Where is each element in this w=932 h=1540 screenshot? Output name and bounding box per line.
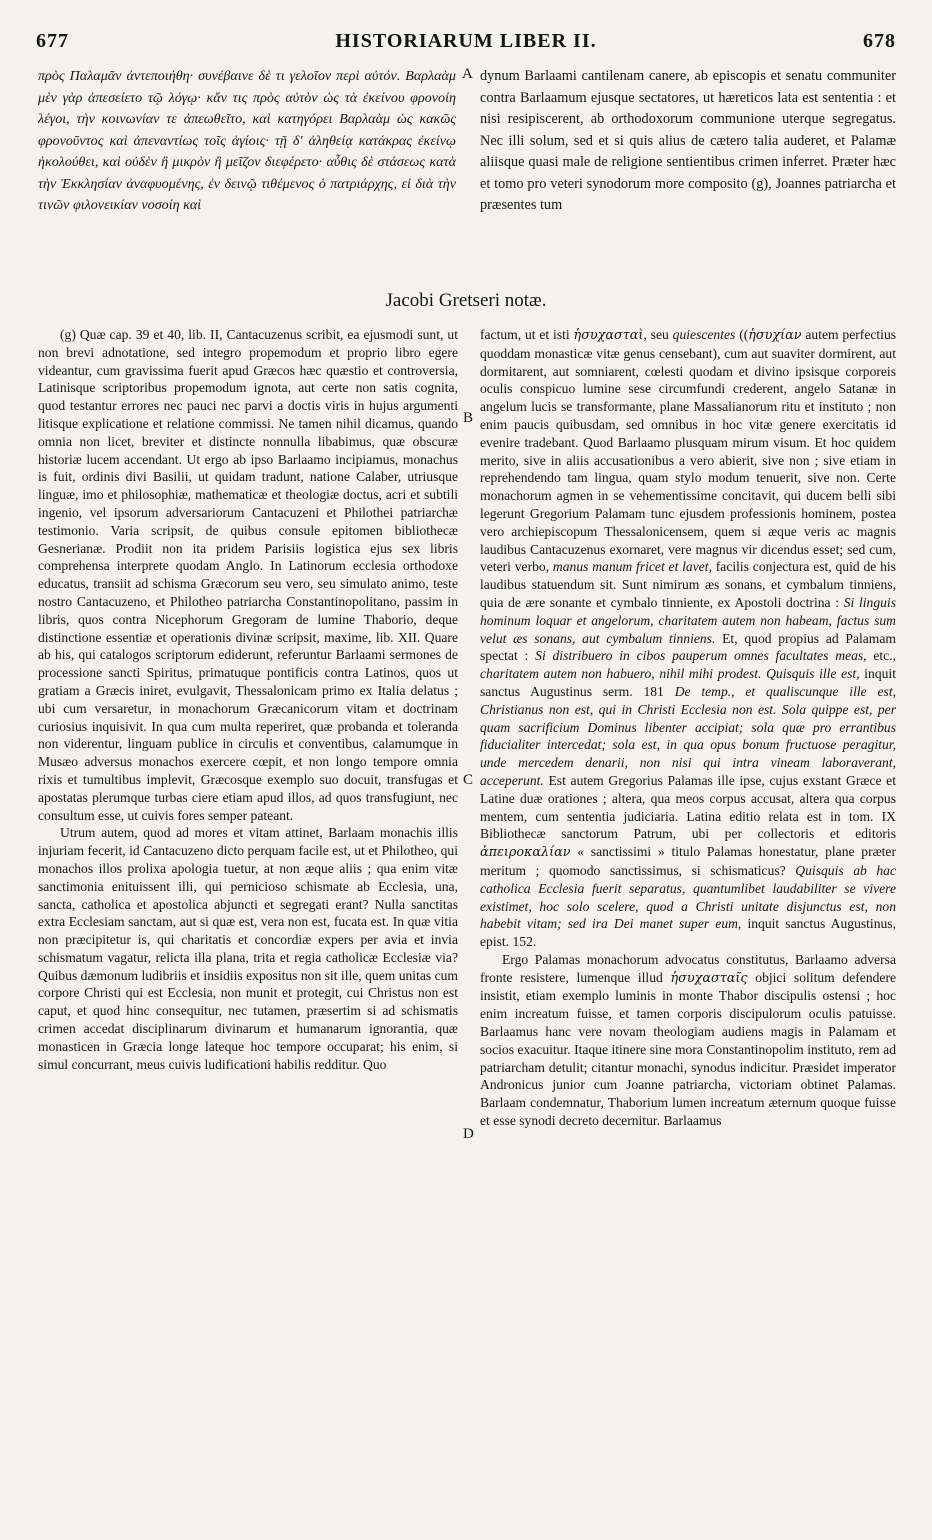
note-paragraph: (g) Quæ cap. 39 et 40, lib. II, Cantacuzenus scribit, ea ejusmodi sunt, ut non brevi adnotatione, sed integro propemodum et proprio libro egere videantur, cum gravissima fuerit apud Græcos hæc quæstio et controversia, Latinisque scriptoribus propemodum ignota, aut certe non satis cognita, quod testantur errores nec pauci nec parvi a doctis viris in hujus argumenti litisque explicatione et relatione commissi. Ne tamen nihil dicamus, quando omnia non licet, breviter et distincte nonnulla libabimus, quæ obscuræ historiæ lucem accendant. Ut ergo ab ipso Barlaamo incipiamus, monachus is fuit, ordinis divi Basilii, ut quidam tradunt, natione Calaber, utriusque linguæ, imo et philosophiæ, mathematicæ et theologiæ doctus, acri et subtili ingenio, vel ipsorum adversariorum Cantacuzeni et Philothei patriarchæ testimonio. Varia scripsit, de quibus consule epitomen bibliothecæ Gesnerianæ. Prodiit non ita pridem Parisiis logistica ejus sex libris comprehensa interprete quodam Anglo. In Latinorum ecclesia orthodoxe educatus, transiit ad schisma Græcorum seu vero, seu simulato animo, teste nostro Cantacuzeno, et Philotheo patriarcha Constantinopolitano, passim in libris, quos contra Nicephorum Gregoram de lumine Thaborio, deque distinctione essentiæ et operationis divinæ scripsit, maxime, lib. XII. Quare ab his, qui catalogos scriptorum ediderunt, referuntur Barlaami sermones de processione sancti Spiritus, primatuque pontificis contra Latinos, quos ut gratiam a Græcis iniret, evulgavit, Thessalonicam primo ex Italia delatus ; ubi cum versaretur, in monachorum Græcanicorum vitam et doctrinam curiosius inquisivit. In qua cum multa reperiret, quæ probanda et toleranda non viderentur, linguam publice in circulis et conventibus, calamumque in Musæo adversus monachos exercere cœpit, et non longo tempore omnia rixis et tumultibus implevit, Græcosque exemplo suo docuit, transfugas et apostatas plerumque turbas ciere etiam apud illos, ad quos transfugiunt, nec consultum esse, ut cuivis fores semper pateant. (38, 327, 458, 823)
note-paragraph: Utrum autem, quod ad mores et vitam attinet, Barlaam monachis illis injuriam fecerit, id Cantacuzeno dicto perquam facile est, ut et Philotheo, qui monachos illos prolixa apologia tuetur, at non æque aliis ; qua enim vitæ sanctimonia enituissent illi, qui pernicioso schismate ab Ecclesia, una, sancta, catholica et apostolica abjuncti et segregati erant? Nulla sanctitas extra Ecclesiam sanctam, aut si quæ est, vera non est, fucata est. In quæ vitia non præcipitetur is, qui charitatis et concordiæ expers per avia et invia schismatum vagatur, relicta illa plana, trita et regia catholicæ Ecclesiæ via? Quibus dæmonum ludibriis et insidiis expositus non sit ille, quem unitas cum corpore Christi qui est Ecclesia, non munit et protegit, cui Christus non est caput, et quod hinc consequitur, nec tutamen, præsertim si ad schismatis crimen accedat disciplinarum divinarum et humanarum ignorantia, quæ monasticen in Græcia longe lateque hoc tempore occuparat; his enim, si simul concurrant, meus cuivis ludificationi habilis redditur. Quo (38, 825, 458, 1072)
note-text: , inquit sanctus Augustinus serm. 181 (480, 666, 896, 699)
greek-word: ἀπειροκαλίαν (480, 845, 571, 861)
note-text: inquit sanctus Augustinus, epist. 152. (480, 916, 896, 950)
note-text: factum, ut et isti (480, 327, 570, 342)
notes-column-left (38, 326, 458, 1534)
latin-text-column (480, 66, 896, 280)
italic-text: Quisquis ab hac catholica Ecclesia fuerit separatus, quantumlibet laudabiliter se vivere existimet, hoc solo scelere, quod a Christi unitate disjunctus est, non habebit vitam; sed ira Dei manet super eum, (480, 862, 896, 932)
note-text: (( (739, 327, 749, 342)
note-paragraph (480, 326, 896, 951)
margin-letter-c: C (463, 772, 474, 788)
running-title: HISTORIARUM LIBER II. (335, 30, 597, 52)
margin-letter-a: A (462, 66, 473, 82)
greek-text-column (38, 66, 456, 280)
italic-text: Si distribuero in cibos pauperum omnes facultates meas (535, 648, 864, 664)
note-text: Ergo Palamas monachorum advocatus constitutus, Barlaamo adversa fronte resistere, lumenque illud (480, 951, 896, 985)
note-text: objici solitum defendere insistit, etiam exemplo luminis in monte Thabor discipulis ostensi ; hoc enim increatum fuisse, et tamen corporis discipulorum oculis patuisse. Barlaamus hanc vere novam theologiam audiens magis in Palamam et socios exacuitur. Itaque itinere sine mora Constantinopolim instituto, rem ad patriarcham detulit; citantur monachi, synodus indicitur. Præsidet imperator Andronicus junior cum Joanne patriarcha, victoriam obtinet Palamas. Barlaam condemnatur, Thaborium lumen increatum æternum quoque fuisse et esse synodi decreto decernitur. Barlaamus (480, 969, 896, 1129)
note-text: « sanctissimi » titulo Palamas honestatur, plane præter meritum ; quomodo sanctissimus, si schismaticus? (480, 844, 896, 878)
greek-word: ἡσυχίαν (748, 328, 802, 343)
italic-text: De temp., et qualiscunque ille est, Christianus non est, qui in Christi Ecclesia non est. Sola quippe est, per quam sacrificium Dominus libenter accipiat; sola quæ pro errantibus fiducialiter intercedat; sola est, in qua opus bonum fructuose peragitur, unde mercedem denarii, non nisi qui intra vineam laboraverant, acceperunt. (480, 683, 896, 788)
italic-text: Si linguis hominum loquar et angelorum, charitatem autem non habeam, factus sum velut æs sonans, aut cymbalum tinniens. (480, 594, 896, 646)
notes-column-right (480, 326, 896, 1534)
page-number-left: 677 (36, 30, 69, 52)
notes-heading: Jacobi Gretseri notæ. (385, 290, 547, 311)
note-text: autem perfectius quoddam monasticæ vitæ genus censebant), cum aut suaviter dormirent, aut dormitarent, aut somniarent, cœlesti quodam et divino ipsisque corporeis oculis conspicuo lumine sese circumfundi crederent, angelo Satanæ in angelum lucis se transformante, plane Massalianorum ritu et instituto ; non enim paucis quibusdam, sed omnibus in hoc vitæ genere exercitatis id evenire tradebant. Quod Barlaamo plusquam mirum visum. Et hoc quidem merito, sive in aliis accusationibus a vero abierit, sive non ; sive etiam in reprehendendo tam lingua, quam stylo modum tenuerit, sive non. Certe monachorum agmen in se vehementissime concitavit, qui ducem belli sibi legerunt Gregorium Palamam tunc ejusdem professionis hominem, postea vero archiepiscopum Thessalonicensem, quem si æque veris ac magnis laudibus Cantacuzenus exornaret, vere magnus vir dicendus esset; sed cum, veteri verbo, (480, 327, 896, 575)
greek-word: ἡσυχασταῖς (670, 970, 748, 986)
note-text: , seu (643, 327, 669, 342)
margin-letter-d: D (463, 1126, 474, 1142)
note-text: , etc., (863, 648, 896, 664)
page-number-right: 678 (863, 30, 896, 52)
latin-paragraph: dynum Barlaami cantilenam canere, ab episcopis et senatu communiter contra Barlaamum ejusque sectatores, ut hæreticos lata est sententia : et nisi resipiscerent, ab orthodoxorum communione uterque segregatus. Nec illi solum, sed et si quis alius de cætero talia auderet, et Palamæ aliisque quasi male de religione sentientibus crimen inferret. Præter hæc et tomo pro veteri synodorum more composito (g), Joannes patriarcha et præsentes tum (480, 68, 896, 213)
note-text: Et, quod propius ad Palamam spectat : (480, 630, 896, 664)
note-paragraph (480, 951, 896, 1130)
running-header (36, 30, 896, 56)
greek-paragraph: πρὸς Παλαμᾶν ἀντεποιήθη· συνέβαινε δὲ τι γελοῖον περὶ αὐτόν. Βαρλαὰμ μὲν γὰρ ἀπεσείετο τῷ λόγῳ· κἄν τις πρὸς αὐτὸν ὡς τὰ ἐκείνου φρονοίη λέγοι, τὴν κοινωνίαν τε ἀπεωθεῖτο, καὶ κατηγόρει Βαρλαὰμ ὡς κακῶς φρονοῦντος καὶ ἀπεναντίως τοῖς ἁγίοις· τῇ δ' ἀληθείᾳ κατάκρας ἐκείνῳ ἠκολούθει, καὶ οὐδὲν ἢ μικρὸν ἢ μεῖζον διεφέρετο· αὖθις δὲ στάσεως κατὰ τὴν Ἐκκλησίαν ἀναφυομένης, ἐν δεινῷ τιθέμενος ὁ πατριάρχης, εἰ διὰ τὴν τινῶν φιλονεικίαν νοσοίη καὶ (38, 68, 456, 213)
greek-word: ἡσυχασταὶ (573, 328, 644, 343)
note-text: , facilis conjectura est, quid de his laudibus statuendum sit. Sunt nimirum æs sonans, et cymbalum tinniens, quia de ære sonante et cymbalo tinniente, ex Apostoli doctrina : (480, 559, 896, 610)
italic-text: manus manum fricet et lavet (552, 559, 709, 575)
note-text: Est autem Gregorius Palamas ille ipse, cujus exstant Græce et Latine duæ orationes ; altera, qua meos corpus accusat, altera qua corpus mentem, cum sententia judiciaria. Latina editio relata est in tom. IX Bibliothecæ sanctorum Patrum, ubi per collectoris et editoris (480, 772, 896, 842)
italic-text: charitatem autem non habuero, nihil mihi prodest. Quisquis ille est (480, 666, 857, 682)
margin-letter-b: B (463, 410, 474, 426)
italic-text: quiescentes (672, 327, 736, 342)
